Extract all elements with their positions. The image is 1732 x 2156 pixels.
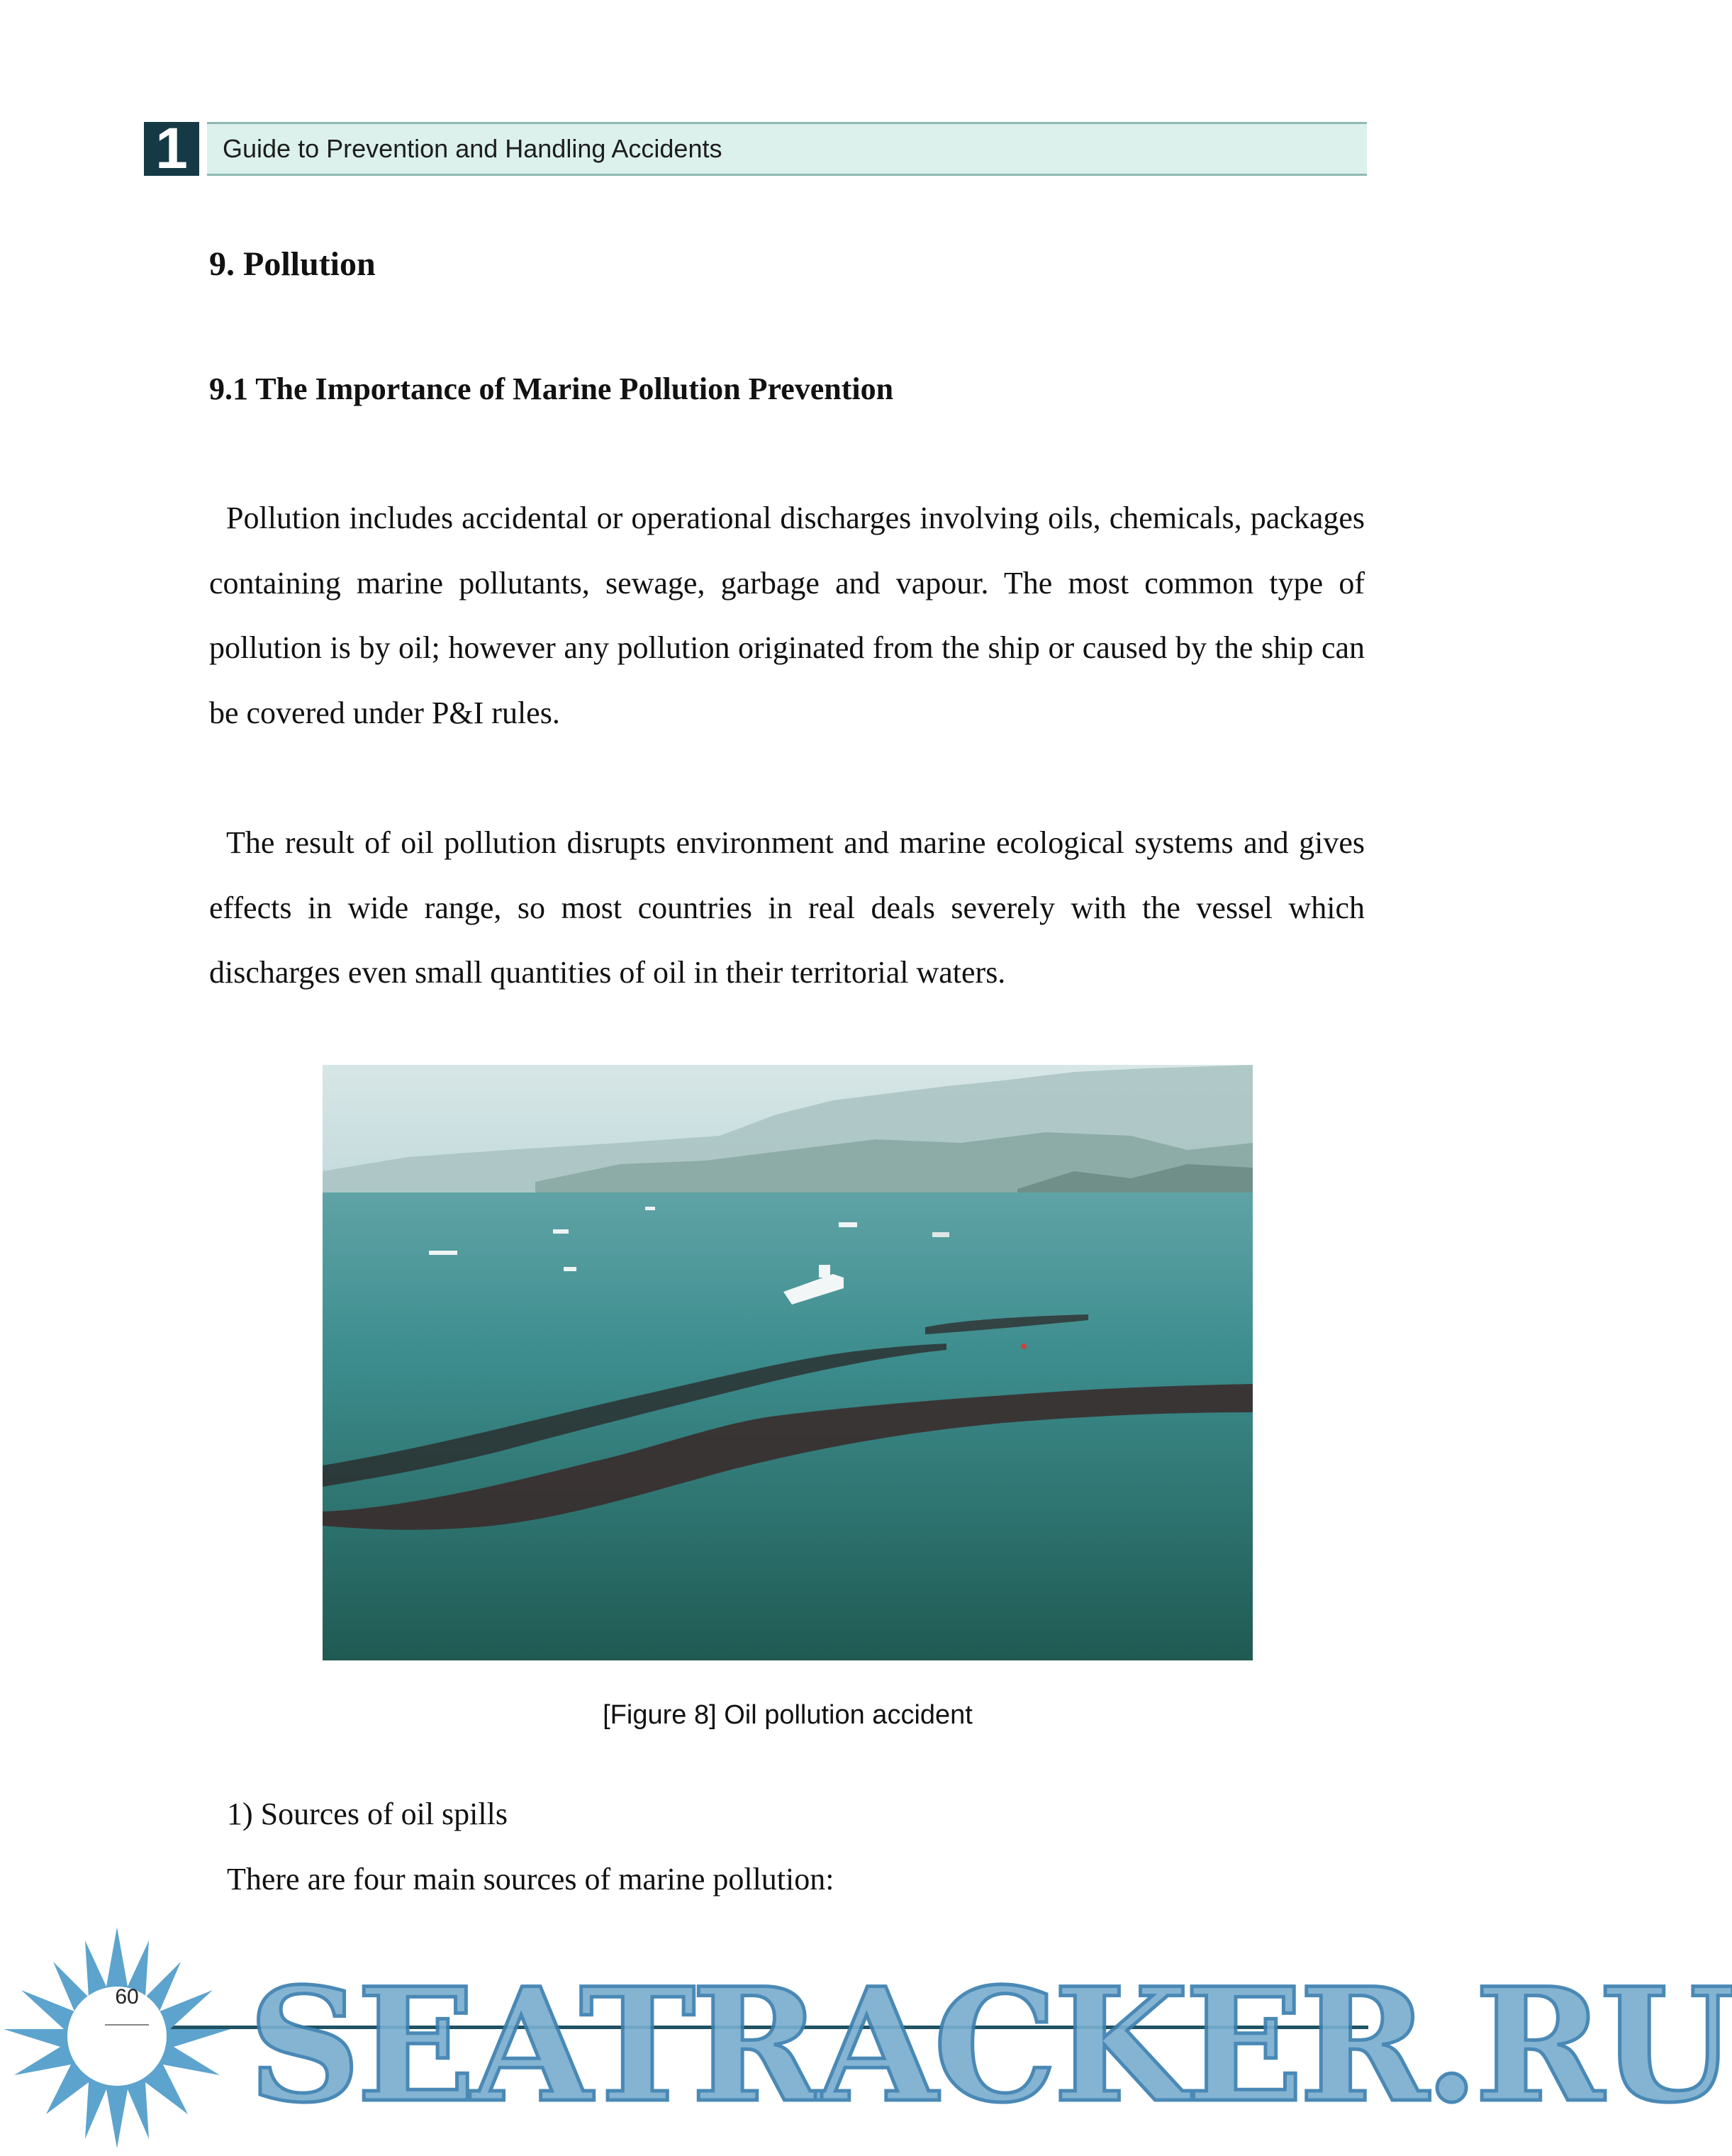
running-header-title: Guide to Prevention and Handling Accidents xyxy=(223,134,722,163)
page-number-underline xyxy=(105,2024,149,2026)
chapter-number-badge: 1 xyxy=(144,122,199,176)
figure-caption: [Figure 8] Oil pollution accident xyxy=(603,1700,973,1730)
paragraph-oil-pollution-effects: The result of oil pollution disrupts environment and marine ecological systems and gives effects in wide range, so most countries in real deals severely with the vessel which discharges even small quantities of oil in their territorial waters. xyxy=(209,825,1365,990)
page-number: 60 xyxy=(115,1985,139,2009)
section-heading: 9. Pollution xyxy=(209,245,376,283)
sunburst-logo xyxy=(0,1923,234,2152)
list-intro-text: There are four main sources of marine pollution: xyxy=(227,1862,834,1897)
list-item-sources-heading: 1) Sources of oil spills xyxy=(227,1797,508,1831)
watermark-text: SEATRACKER.RU xyxy=(248,1953,1732,2137)
subsection-heading: 9.1 The Importance of Marine Pollution Prevention xyxy=(209,372,894,406)
paragraph-pollution-definition: Pollution includes accidental or operational discharges involving oils, chemicals, packages containing marine pollutants, sewage, garbage and vapour. The most common type of pollution is by oil; however any pollution originated from the ship or caused by the ship can be covered under P&I rules. xyxy=(209,501,1365,730)
oil-spill-photo xyxy=(323,1065,1253,1660)
running-header xyxy=(207,122,1367,176)
